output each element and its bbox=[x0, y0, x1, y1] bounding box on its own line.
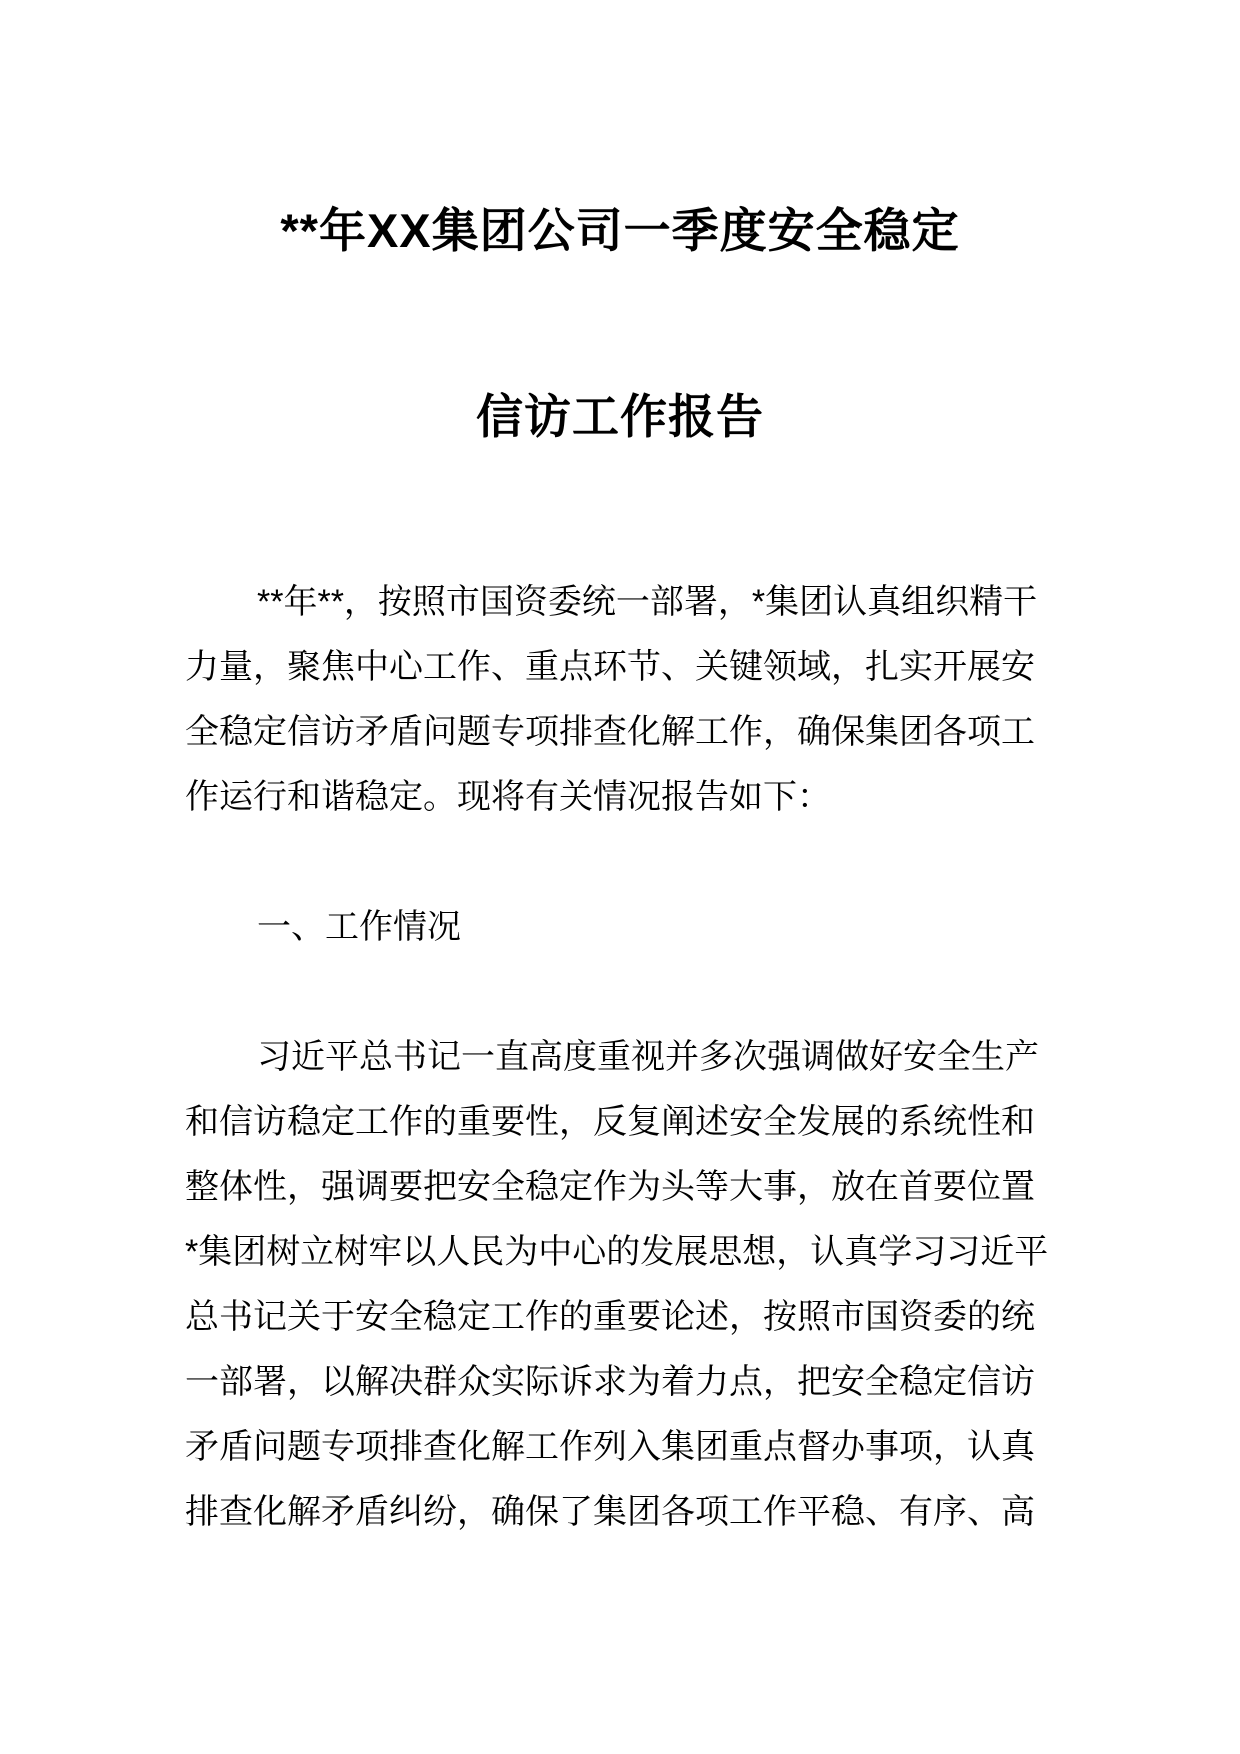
paragraph-line: 排查化解矛盾纠纷，确保了集团各项工作平稳、有序、高 bbox=[185, 1493, 1035, 1531]
paragraph-line: 习近平总书记一直高度重视并多次强调做好安全生产 bbox=[257, 1038, 1039, 1076]
title-line-1: **年XX集团公司一季度安全稳定 bbox=[280, 204, 960, 257]
title-line-2: 信访工作报告 bbox=[476, 390, 764, 443]
paragraph-line: **年**，按照市国资委统一部署，*集团认真组织精干 bbox=[257, 583, 1038, 621]
blank-line bbox=[185, 830, 1055, 895]
paragraph-line: 和信访稳定工作的重要性，反复阐述安全发展的系统性和 bbox=[185, 1103, 1035, 1141]
blank-line bbox=[185, 960, 1055, 1025]
document-title bbox=[0, 138, 1240, 510]
paragraph-line: 整体性，强调要把安全稳定作为头等大事，放在首要位置 bbox=[185, 1168, 1035, 1206]
paragraph-line: 总书记关于安全稳定工作的重要论述，按照市国资委的统 bbox=[185, 1298, 1035, 1336]
paragraph-line: 矛盾问题专项排查化解工作列入集团重点督办事项，认真 bbox=[185, 1428, 1035, 1466]
document-body bbox=[185, 570, 1055, 1545]
paragraph-line: 全稳定信访矛盾问题专项排查化解工作，确保集团各项工 bbox=[185, 713, 1035, 751]
paragraph-line: 作运行和谐稳定。现将有关情况报告如下： bbox=[185, 778, 831, 816]
paragraph-line: 一部署，以解决群众实际诉求为着力点，把安全稳定信访 bbox=[185, 1363, 1035, 1401]
paragraph-line: *集团树立树牢以人民为中心的发展思想，认真学习习近平 bbox=[185, 1233, 1049, 1271]
section-heading-line: 一、工作情况 bbox=[257, 908, 461, 946]
paragraph-line: 力量，聚焦中心工作、重点环节、关键领域，扎实开展安 bbox=[185, 648, 1035, 686]
